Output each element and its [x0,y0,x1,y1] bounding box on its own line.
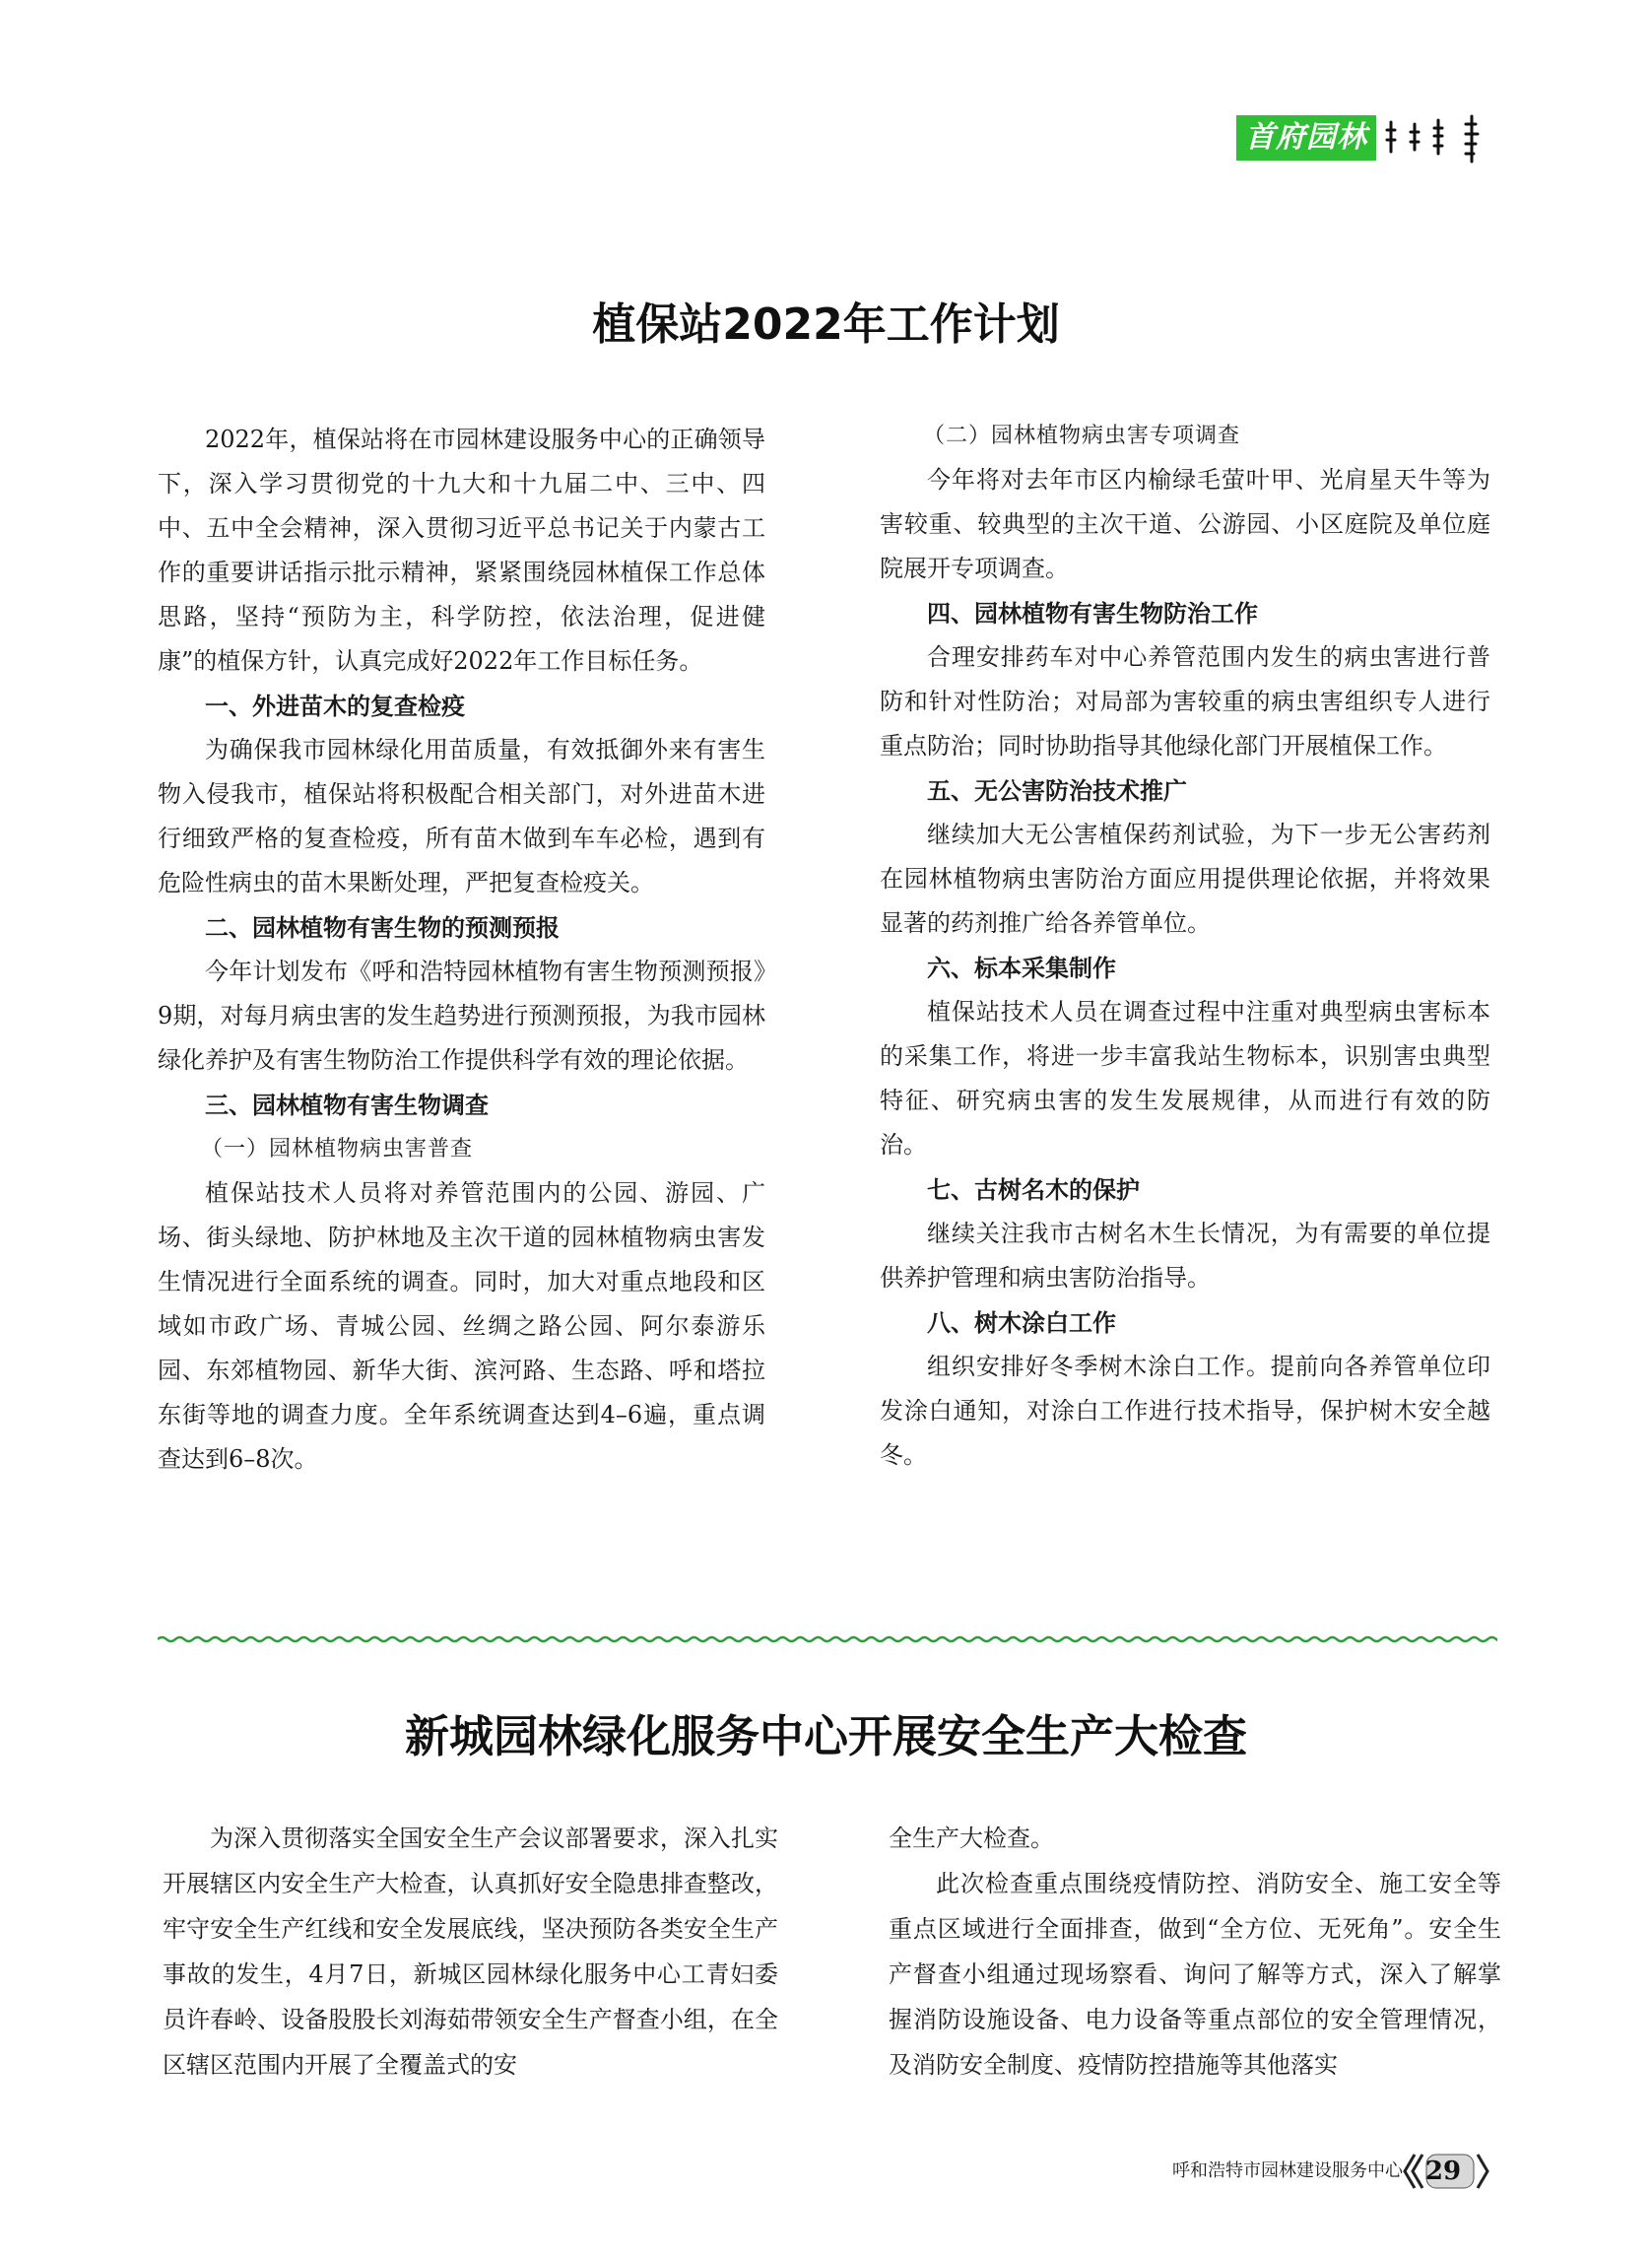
section-heading: 八、树木涂白工作 [927,1308,1116,1337]
footer-org: 呼和浩特市园林建设服务中心 [1172,2160,1403,2181]
paragraph: 此次检查重点围绕疫情防控、消防安全、施工安全等重点区域进行全面排查，做到“全方位、无死角”。安全生产督查小组通过现场察看、询问了解等方式，深入了解掌握消防设施设备、电力设备等重点部位的安全管理情况，及消防安全制度、疫情防控措施等其他落实 [889,1870,1501,2079]
section-heading: 五、无公害防治技术推广 [927,776,1187,805]
section-heading: 二、园林植物有害生物的预测预报 [205,913,560,942]
page-number: 29 [1424,2157,1462,2186]
article1-left-column [158,418,765,1482]
section-heading: 三、园林植物有害生物调查 [205,1091,489,1119]
section-heading: 六、标本采集制作 [927,954,1116,982]
paragraph: 2022年，植保站将在市园林建设服务中心的正确领导下，深入学习贯彻党的十九大和十九届二中、三中、四中、五中全会精神，深入贯彻习近平总书记关于内蒙古工作的重要讲话指示批示精神，紧紧围绕园林植保工作总体思路，坚持“预防为主，科学防控，依法治理，促进健康”的植保方针，认真完成好2022年工作目标任务。 [158,426,765,675]
paragraph: 为确保我市园林绿化用苗质量，有效抵御外来有害生物入侵我市，植保站将积极配合相关部门，对外进苗木进行细致严格的复查检疫，所有苗木做到车车必检，遇到有危险性病虫的苗木果断处理，严把复查检疫关。 [158,736,765,896]
wave-divider [158,1627,1497,1651]
paragraph: 合理安排药车对中心养管范围内发生的病虫害进行普防和针对性防治；对局部为害较重的病虫害组织专人进行重点防治；同时协助指导其他绿化部门开展植保工作。 [880,643,1490,760]
mongolian-script-logo [1383,112,1501,166]
brand-badge: 首府园林 [1236,115,1376,161]
article2-left-column [163,1816,778,2088]
subsection-heading: （一）园林植物病虫害普查 [201,1137,474,1162]
paragraph: 今年将对去年市区内榆绿毛萤叶甲、光肩星天牛等为害较重、较典型的主次干道、公游园、小区庭院及单位庭院展开专项调查。 [880,466,1490,582]
article2-right-column [889,1816,1501,2088]
section-heading: 七、古树名木的保护 [927,1175,1140,1204]
paragraph: 继续加大无公害植保药剂试验，为下一步无公害药剂在园林植物病虫害防治方面应用提供理论依据，并将效果显著的药剂推广给各养管单位。 [880,821,1490,937]
subsection-heading: （二）园林植物病虫害专项调查 [923,424,1241,448]
paragraph: 为深入贯彻落实全国安全生产会议部署要求，深入扎实开展辖区内安全生产大检查，认真抓好安全隐患排查整改，牢守安全生产红线和安全发展底线，坚决预防各类安全生产事故的发生，4月7日，新城区园林绿化服务中心工青妇委员许春岭、设备股股长刘海茹带领安全生产督查小组，在全区辖区范围内开展了全覆盖式的安 [163,1825,778,2079]
section-heading: 一、外进苗木的复查检疫 [205,692,465,720]
paragraph: 今年计划发布《呼和浩特园林植物有害生物预测预报》9期，对每月病虫害的发生趋势进行预测预报，为我市园林绿化养护及有害生物防治工作提供科学有效的理论依据。 [158,958,765,1074]
section-heading: 四、园林植物有害生物防治工作 [927,599,1258,628]
paragraph: 全生产大检查。 [889,1825,1054,1852]
paragraph: 继续关注我市古树名木生长情况，为有需要的单位提供养护管理和病虫害防治指导。 [880,1220,1490,1292]
article1-right-column [880,414,1490,1478]
paragraph: 植保站技术人员在调查过程中注重对典型病虫害标本的采集工作，将进一步丰富我站生物标本，识别害虫典型特征、研究病虫害的发生发展规律，从而进行有效的防治。 [880,998,1490,1159]
paragraph: 组织安排好冬季树木涂白工作。提前向各养管单位印发涂白通知，对涂白工作进行技术指导，保护树木安全越冬。 [880,1353,1490,1469]
article1-title: 植保站2022年工作计划 [592,299,1060,350]
article2-title: 新城园林绿化服务中心开展安全生产大检查 [404,1710,1247,1762]
paragraph: 植保站技术人员将对养管范围内的公园、游园、广场、街头绿地、防护林地及主次干道的园林植物病虫害发生情况进行全面系统的调查。同时，加大对重点地段和区域如市政广场、青城公园、丝绸之路公园、阿尔泰游乐园、东郊植物园、新华大街、滨河路、生态路、呼和塔拉东街等地的调查力度。全年系统调查达到4–6遍，重点调查达到6–8次。 [158,1179,765,1473]
